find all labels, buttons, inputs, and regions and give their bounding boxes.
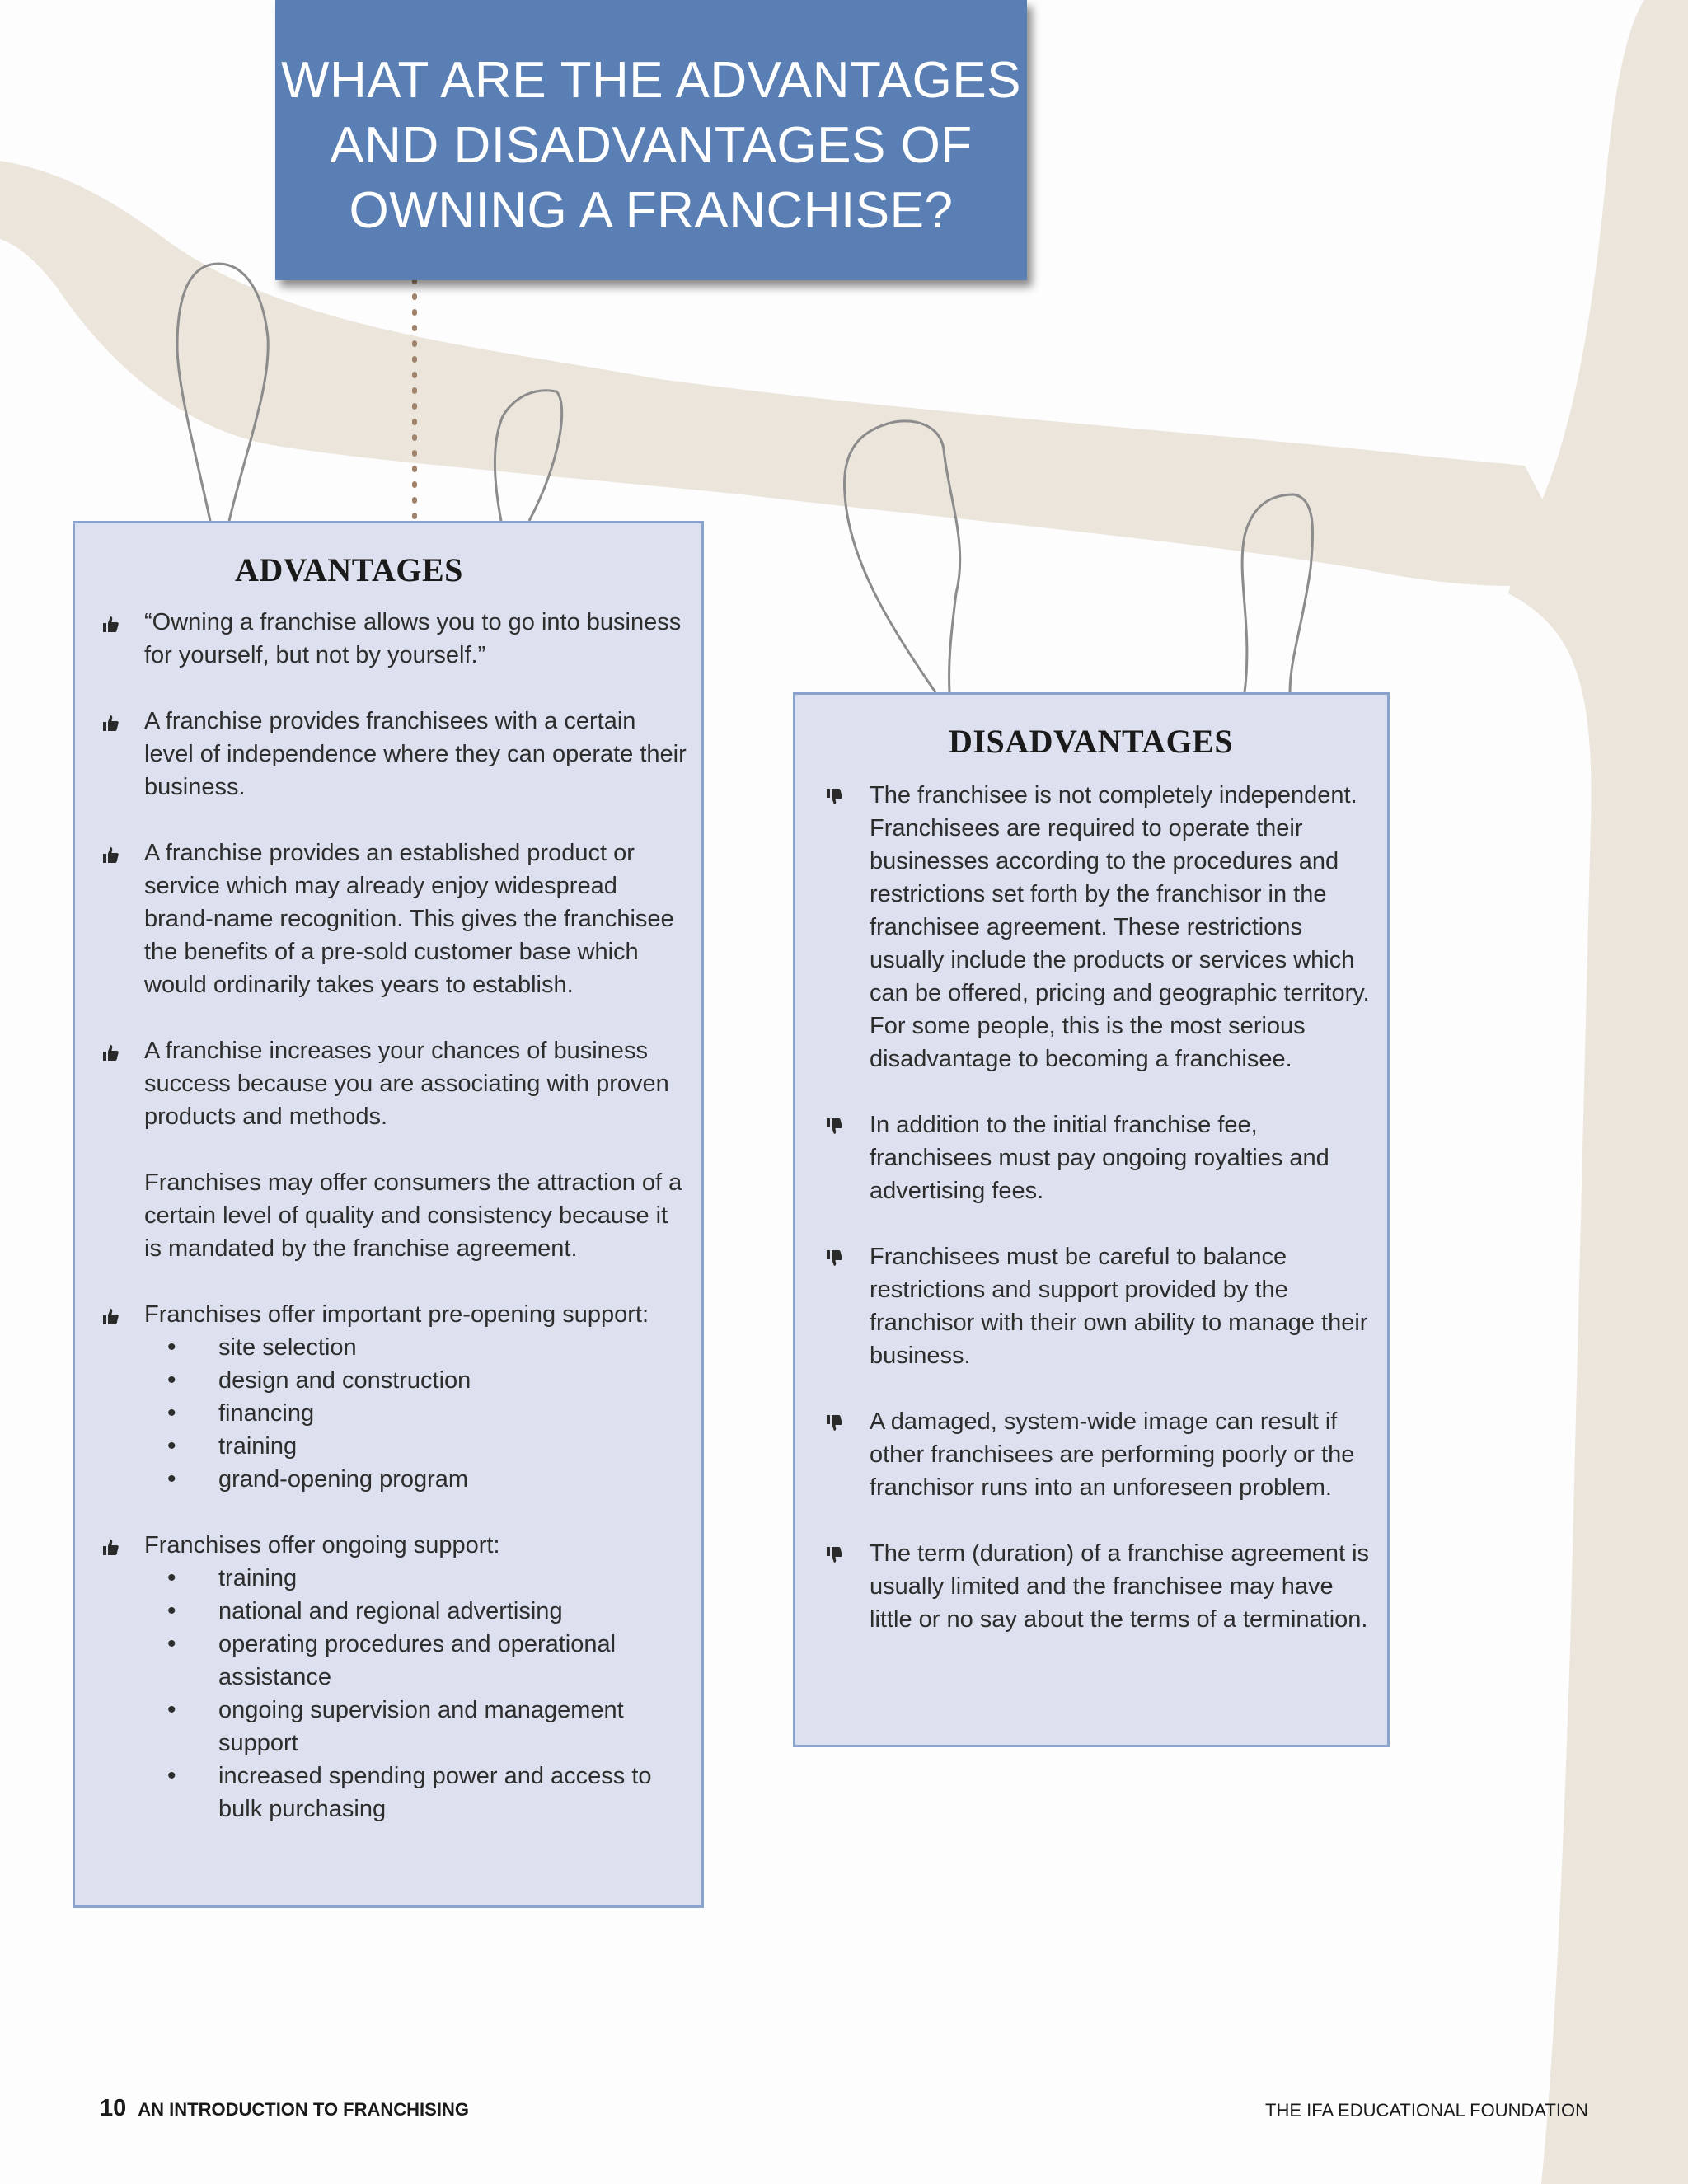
advantage-item: Franchises offer important pre-opening support: • site selection • design and construction • financing • training • grand-opening program — [75, 1298, 701, 1496]
thumbs-up-icon — [101, 1043, 120, 1062]
thumbs-down-icon — [824, 1117, 844, 1137]
thumbs-up-icon — [101, 845, 120, 865]
advantage-item: Franchises offer ongoing support: • training • national and regional advertising • operating procedures and operational assistance • ongoing supervision and management support • increased spending power and access to bulk purchasing — [75, 1529, 701, 1825]
disadvantage-item: The term (duration) of a franchise agreement is usually limited and the franchisee may have little or no say about the terms of a termination. — [795, 1537, 1387, 1636]
list-item: • design and construction — [144, 1364, 688, 1397]
publisher-name: THE IFA EDUCATIONAL FOUNDATION — [1265, 2100, 1588, 2121]
footer-left — [100, 2095, 469, 2122]
disadvantages-panel — [793, 692, 1390, 1747]
advantages-panel — [73, 521, 704, 1908]
thumbs-up-icon — [101, 1306, 120, 1326]
book-title: AN INTRODUCTION TO FRANCHISING — [138, 2099, 469, 2120]
disadvantage-item: Franchisees must be careful to balance restrictions and support provided by the franchisor with their own ability to manage their business. — [795, 1240, 1387, 1372]
list-item: • grand-opening program — [144, 1463, 688, 1496]
disadvantages-heading: DISADVANTAGES — [949, 723, 1234, 760]
list-item: • ongoing supervision and management support — [144, 1694, 688, 1760]
thumbs-up-icon — [101, 614, 120, 634]
list-item: • operating procedures and operational assistance — [144, 1628, 688, 1694]
list-item: • financing — [144, 1397, 688, 1430]
thumbs-down-icon — [824, 1249, 844, 1268]
advantages-list — [75, 606, 701, 1858]
title-banner — [275, 0, 1027, 280]
page-title: WHAT ARE THE ADVANTAGES AND DISADVANTAGES OF OWNING A FRANCHISE? — [280, 51, 1022, 239]
thumbs-up-icon — [101, 713, 120, 733]
disadvantage-item: A damaged, system-wide image can result if other franchisees are performing poorly or the franchisor runs into an unforeseen problem. — [795, 1405, 1387, 1504]
thumbs-down-icon — [824, 1545, 844, 1565]
advantage-item-continued: Franchises may offer consumers the attraction of a certain level of quality and consistency because it is mandated by the franchise agreement. — [144, 1169, 682, 1262]
ongoing-support-list — [144, 1562, 688, 1825]
disadvantage-item: The franchisee is not completely independent. Franchisees are required to operate their businesses according to the procedures and restrictions set forth by the franchisor in the franchisee agreement. These restrictions usually include the products or services which can be offered, pricing and geographic territory. For some people, this is the most serious disadvantage to becoming a franchisee. — [795, 779, 1387, 1076]
advantages-heading: ADVANTAGES — [235, 551, 463, 588]
advantage-item: “Owning a franchise allows you to go into business for yourself, but not by yourself.” — [75, 606, 701, 672]
advantage-item: A franchise provides an established product or service which may already enjoy widespread brand-name recognition. This gives the franchisee the benefits of a pre-sold customer base which would ordinarily takes years to establish. — [75, 837, 701, 1001]
list-item: • training — [144, 1430, 688, 1463]
preopening-support-list — [144, 1331, 688, 1496]
thumbs-down-icon — [824, 787, 844, 807]
thumbs-up-icon — [101, 1537, 120, 1557]
disadvantages-list — [795, 779, 1387, 1669]
thumbs-down-icon — [824, 1413, 844, 1433]
list-item: • training — [144, 1562, 688, 1595]
advantage-item: A franchise provides franchisees with a certain level of independence where they can operate their business. — [75, 705, 701, 804]
list-item: • increased spending power and access to bulk purchasing — [144, 1760, 688, 1825]
tree-trunk — [1508, 0, 1688, 2184]
advantage-item: A franchise increases your chances of business success because you are associating with proven products and methods. — [75, 1034, 701, 1133]
list-item: • site selection — [144, 1331, 688, 1364]
disadvantage-item: In addition to the initial franchise fee, franchisees must pay ongoing royalties and advertising fees. — [795, 1108, 1387, 1207]
list-item: • national and regional advertising — [144, 1595, 688, 1628]
page-number: 10 — [100, 2095, 127, 2121]
